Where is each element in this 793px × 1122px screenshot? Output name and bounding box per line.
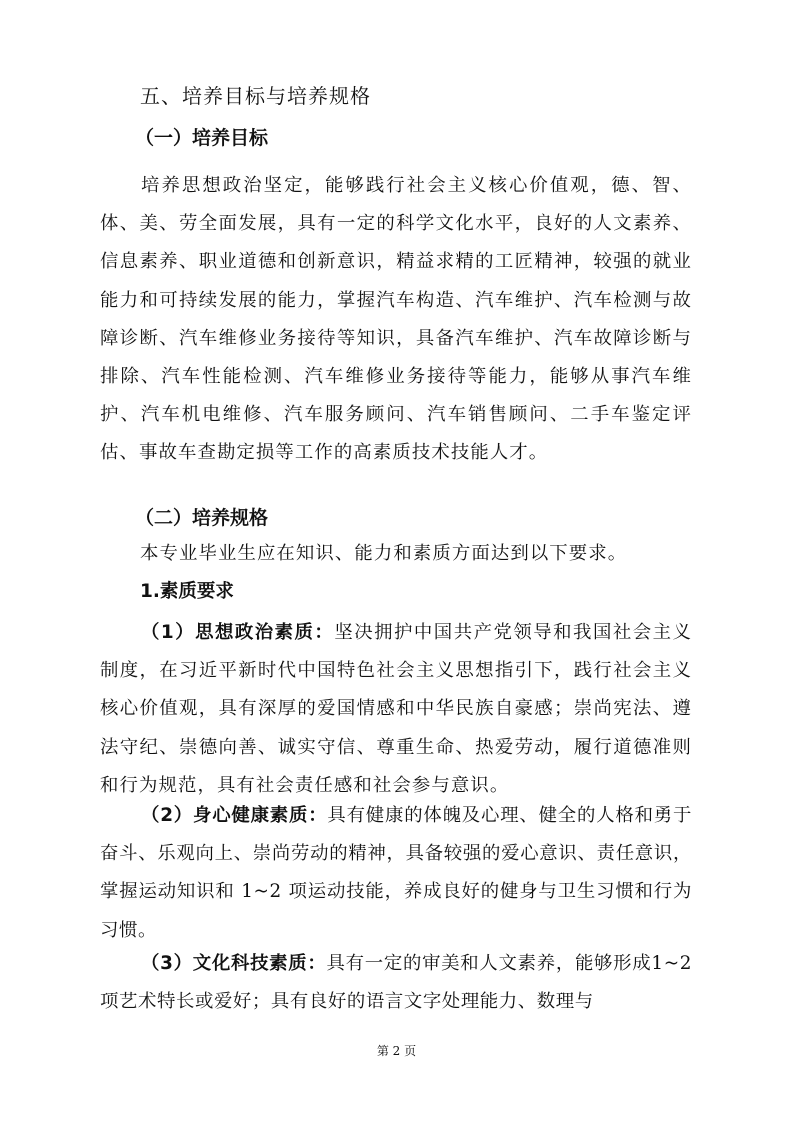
quality-item-culture: [100, 945, 692, 1021]
item-paragraph: [100, 945, 692, 1021]
section-title: 五、培养目标与培养规格: [140, 84, 371, 108]
quality-subheading: 1.素质要求: [140, 581, 234, 602]
goal-paragraph: 培养思想政治坚定，能够践行社会主义核心价值观，德、智、体、美、劳全面发展，具有一定的科学文化水平，良好的人文素养、信息素养、职业道德和创新意识，精益求精的工匠精神，较强的就业能力和可持续发展的能力，掌握汽车构造、汽车维护、汽车检测与故障诊断、汽车维修业务接待等知识，具备汽车维护、汽车故障诊断与排除、汽车性能检测、汽车维修业务接待等能力，能够从事汽车维护、汽车机电维修、汽车服务顾问、汽车销售顾问、二手车鉴定评估、事故车查勘定损等工作的高素质技术技能人才。: [100, 175, 692, 464]
item-text: 具有一定的审美和人文素养，能够形成1~2 项艺术特长或爱好；具有良好的语言文字处理能力、数理与: [100, 953, 693, 1013]
goal-heading: （一）培养目标: [135, 127, 269, 149]
spec-intro: 本专业毕业生应在知识、能力和素质方面达到以下要求。: [140, 543, 628, 564]
item-paragraph: [100, 797, 692, 950]
page-number: 第 2 页: [376, 1044, 417, 1058]
item-paragraph: [100, 614, 692, 805]
item-lead: （2）身心健康素质：: [141, 805, 328, 826]
item-lead: （3）文化科技素质：: [141, 953, 327, 974]
item-text: 具有健康的体魄及心理、健全的人格和勇于奋斗、乐观向上、崇尚劳动的精神，具备较强的爱心意识、责任意识，掌握运动知识和 1~2 项运动技能，养成良好的健身与卫生习惯和行为习惯。: [100, 805, 692, 941]
item-lead: （1）思想政治素质：: [141, 622, 335, 643]
spec-heading: （二）培养规格: [135, 507, 269, 529]
quality-item-political: [100, 614, 692, 805]
goal-block: [100, 167, 692, 473]
quality-item-health: [100, 797, 692, 950]
item-text: 坚决拥护中国共产党领导和我国社会主义制度，在习近平新时代中国特色社会主义思想指引下，践行社会主义核心价值观，具有深厚的爱国情感和中华民族自豪感；崇尚宪法、遵法守纪、崇德向善、诚实守信、尊重生命、热爱劳动，履行道德准则和行为规范，具有社会责任感和社会参与意识。: [100, 622, 693, 796]
